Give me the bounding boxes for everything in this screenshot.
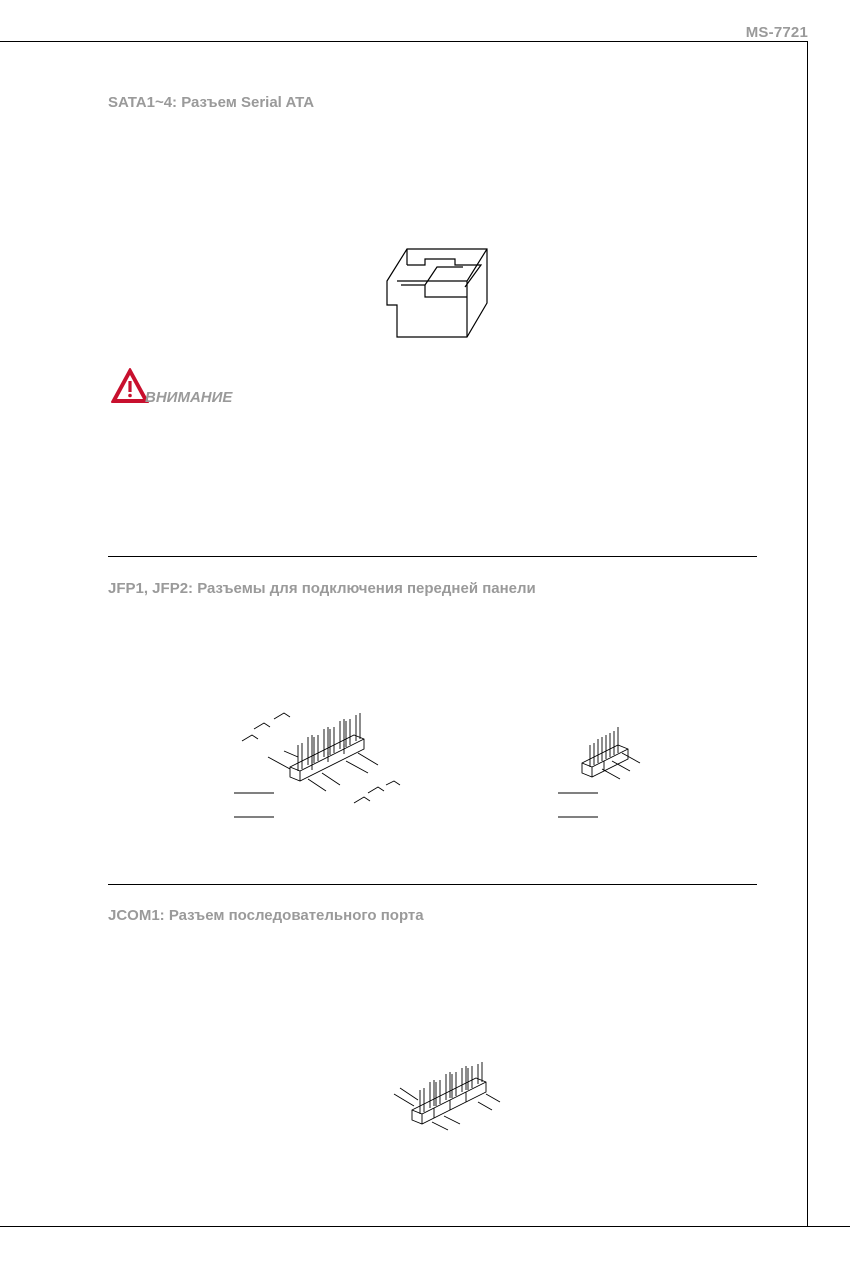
- jfp2-header-diagram: [552, 705, 662, 825]
- divider-jcom: [108, 884, 757, 885]
- warning-label: ВНИМАНИЕ: [145, 389, 233, 406]
- sata-section-title: SATA1~4: Разъем Serial ATA: [108, 94, 315, 111]
- bottom-rule: [0, 1226, 850, 1227]
- warning-icon: [110, 367, 150, 405]
- model-label: MS-7721: [745, 24, 808, 41]
- jfp1-header-diagram: [228, 705, 408, 825]
- sata-connector-diagram: [385, 245, 495, 340]
- jcom1-header-diagram: [392, 1062, 512, 1132]
- top-rule: [0, 41, 808, 42]
- divider-jfp: [108, 556, 757, 557]
- jcom-section-title: JCOM1: Разъем последовательного порта: [108, 907, 424, 924]
- side-rule: [807, 41, 808, 1227]
- jfp-section-title: JFP1, JFP2: Разъемы для подключения передней панели: [108, 580, 536, 597]
